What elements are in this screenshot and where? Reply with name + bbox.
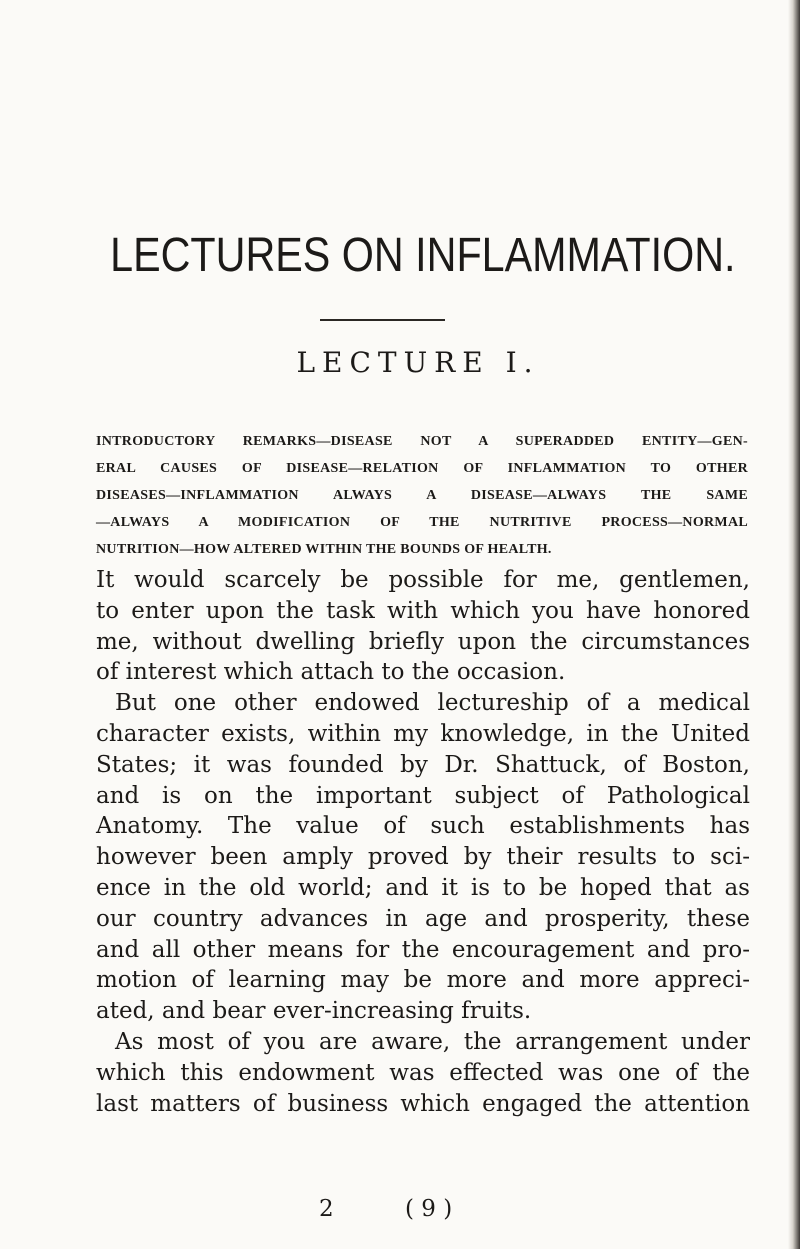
body-line: motion of learning may be more and more appreci-: [96, 967, 750, 994]
body-line: and is on the important subject of Pathological: [96, 782, 750, 809]
body-line: As most of you are aware, the arrangement under: [115, 1028, 750, 1055]
body-line: and all other means for the encouragement and pro-: [96, 936, 750, 963]
summary-line: DISEASES—INFLAMMATION ALWAYS A DISEASE—ALWAYS THE SAME: [96, 488, 748, 503]
signature-mark: 2: [319, 1196, 334, 1222]
body-text: [96, 565, 750, 1119]
body-line: last matters of business which engaged the attention: [96, 1090, 750, 1117]
body-line: of interest which attach to the occasion.: [96, 659, 566, 686]
title-rule: [320, 319, 445, 321]
summary-line: —ALWAYS A MODIFICATION OF THE NUTRITIVE PROCESS—NORMAL: [96, 515, 748, 530]
body-line: ated, and bear ever-increasing fruits.: [96, 998, 532, 1025]
body-line: States; it was founded by Dr. Shattuck, of Boston,: [96, 751, 750, 778]
body-line: to enter upon the task with which you have honored: [96, 597, 750, 624]
page-edge: [788, 0, 800, 1249]
body-line: our country advances in age and prosperity, these: [96, 905, 750, 932]
summary-line: NUTRITION—HOW ALTERED WITHIN THE BOUNDS OF HEALTH.: [96, 542, 552, 557]
body-line: Anatomy. The value of such establishments has: [96, 813, 750, 840]
body-line: me, without dwelling briefly upon the circumstances: [96, 628, 750, 655]
body-line: ence in the old world; and it is to be hoped that as: [96, 874, 750, 901]
body-line: which this endowment was effected was one of the: [96, 1059, 750, 1086]
summary-line: INTRODUCTORY REMARKS—DISEASE NOT A SUPERADDED ENTITY—GEN-: [96, 434, 748, 449]
body-line: But one other endowed lectureship of a medical: [115, 690, 750, 717]
page-number: ( 9 ): [405, 1196, 453, 1222]
body-line: however been amply proved by their results to sci-: [96, 844, 750, 871]
body-line: character exists, within my knowledge, in the United: [96, 720, 750, 747]
body-line: It would scarcely be possible for me, gentlemen,: [96, 567, 750, 593]
lecture-summary: [96, 428, 748, 563]
book-title: LECTURES ON INFLAMMATION.: [110, 229, 736, 282]
summary-line: ERAL CAUSES OF DISEASE—RELATION OF INFLAMMATION TO OTHER: [96, 461, 748, 476]
lecture-heading: LECTURE I.: [296, 346, 540, 379]
page-footer: [0, 1196, 800, 1228]
